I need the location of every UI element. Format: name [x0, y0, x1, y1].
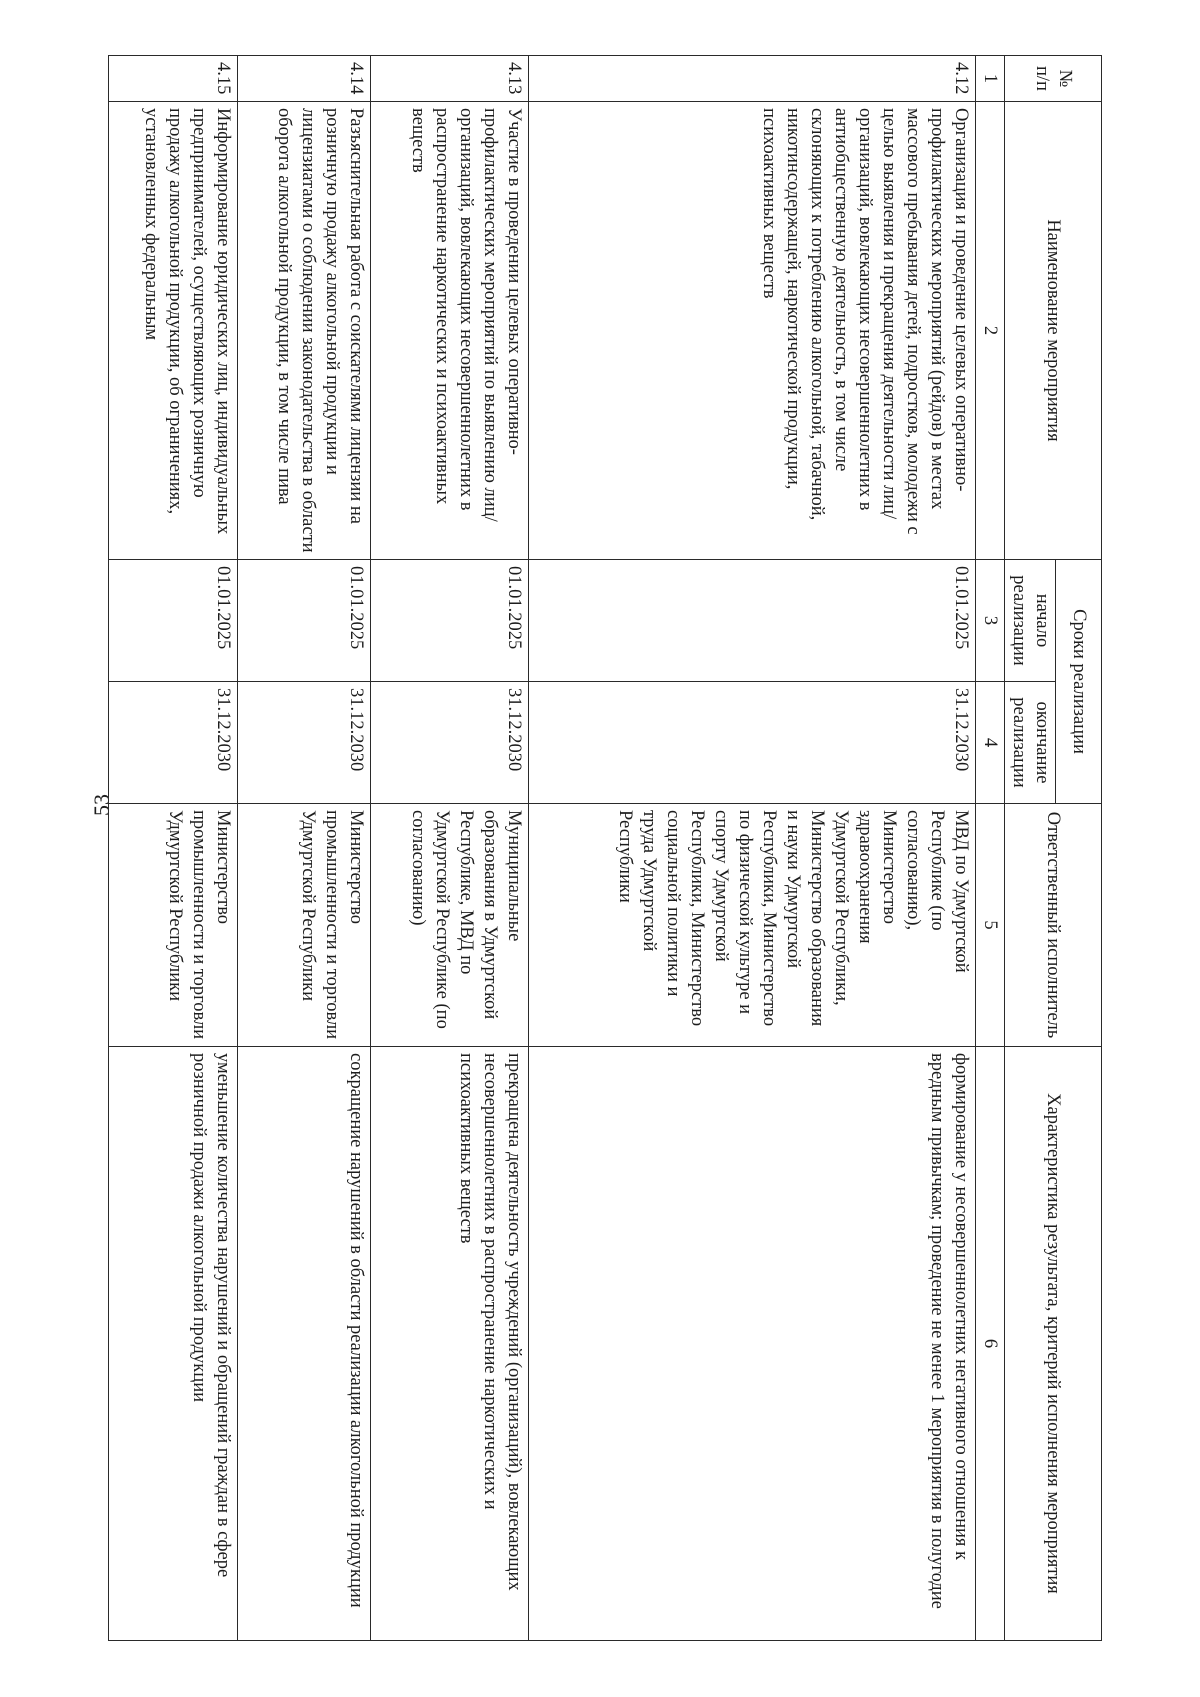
table-row	[237, 56, 370, 1641]
header-number: № п/п	[1004, 56, 1101, 102]
page-number: 53	[89, 794, 114, 816]
start-date: 01.01.2025	[109, 560, 238, 682]
column-number: 5	[976, 804, 1004, 1047]
end-date: 31.12.2030	[529, 682, 976, 804]
end-date: 31.12.2030	[237, 682, 370, 804]
header-activity-name: Наименование мероприятия	[1004, 102, 1101, 560]
result-description: прекращена деятельность учреждений (организаций), вовлекающих несовершеннолетних в распространение наркотических и психоактивных веществ	[371, 1047, 529, 1641]
header-end: окончание реализации	[1004, 682, 1055, 804]
column-number: 6	[976, 1047, 1004, 1641]
end-date: 31.12.2030	[371, 682, 529, 804]
row-number: 4.14	[237, 56, 370, 102]
result-description: сокращение нарушений в области реализации алкогольной продукции	[237, 1047, 370, 1641]
activity-name: Организация и проведение целевых оперативно-профилактических мероприятий (рейдов) в местах массового пребывания детей, подростков, молодежи с целью выявления и прекращения деятельности лиц/организаций, вовлекающих несовершеннолетних в антиобщественную деятельность, в том числе склоняющих к потреблению алкогольной, табачной, никотинсодержащей, наркотической продукции, психоактивных веществ	[529, 102, 976, 560]
responsible-executor: МВД по Удмуртской Республике (по согласованию), Министерство здравоохранения Удмуртской Республики, Министерство образования и науки Удмуртской Республики, Министерство по физической культуре и спорту Удмуртской Республики, Министерство социальной политики и труда Удмуртской Республики	[529, 804, 976, 1047]
rotated-table-sheet	[108, 55, 1102, 1640]
activity-name: Участие в проведении целевых оперативно-профилактических мероприятий по выявлению лиц/организаций, вовлекающих несовершеннолетних в распространение наркотических и психоактивных веществ	[371, 102, 529, 560]
row-number: 4.13	[371, 56, 529, 102]
header-implementation-period: Сроки реализации	[1056, 560, 1102, 804]
responsible-executor: Министерство промышленности и торговли Удмуртской Республики	[109, 804, 238, 1047]
start-date: 01.01.2025	[237, 560, 370, 682]
header-responsible: Ответственный исполнитель	[1004, 804, 1101, 1047]
activities-table	[108, 55, 1102, 1641]
end-date: 31.12.2030	[109, 682, 238, 804]
table-row	[109, 56, 238, 1641]
column-number: 3	[976, 560, 1004, 682]
column-number: 2	[976, 102, 1004, 560]
result-description: уменьшение количества нарушений и обращений граждан в сфере розничной продажи алкогольной продукции	[109, 1047, 238, 1641]
result-description: формирование у несовершеннолетних негативного отношения к вредным привычкам; проведение не менее 1 мероприятия в полугодие	[529, 1047, 976, 1641]
column-number: 4	[976, 682, 1004, 804]
start-date: 01.01.2025	[529, 560, 976, 682]
header-result: Характеристика результата, критерий исполнения мероприятия	[1004, 1047, 1101, 1641]
activity-name: Разъяснительная работа с соискателями лицензии на розничную продажу алкогольной продукции и лицензиатами о соблюдении законодательства в области оборота алкогольной продукции, в том числе пива	[237, 102, 370, 560]
responsible-executor: Министерство промышленности и торговли Удмуртской Республики	[237, 804, 370, 1047]
activity-name: Информирование юридических лиц, индивидуальных предпринимателей, осуществляющих розничную продажу алкогольной продукции, об ограничениях, установленных федеральным	[109, 102, 238, 560]
header-start: начало реализации	[1004, 560, 1055, 682]
column-numbers-row	[976, 56, 1004, 1641]
start-date: 01.01.2025	[371, 560, 529, 682]
row-number: 4.15	[109, 56, 238, 102]
table-row	[371, 56, 529, 1641]
column-number: 1	[976, 56, 1004, 102]
responsible-executor: Муниципальные образования в Удмуртской Республике, МВД по Удмуртской Республике (по согласованию)	[371, 804, 529, 1047]
table-row	[529, 56, 976, 1641]
row-number: 4.12	[529, 56, 976, 102]
